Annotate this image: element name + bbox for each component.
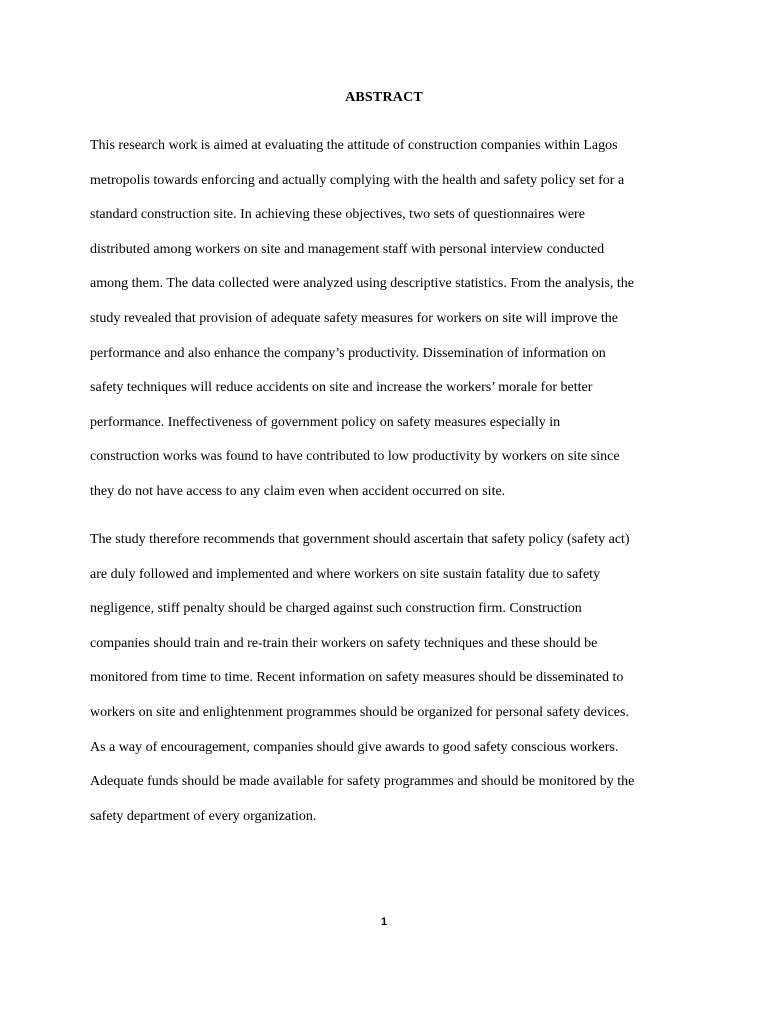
text-line: safety department of every organization. <box>90 808 317 824</box>
abstract-paragraph-1 <box>90 137 690 518</box>
text-line: performance. Ineffectiveness of government policy on safety measures especially in <box>90 414 561 430</box>
page-number: 1 <box>380 916 388 928</box>
text-line: study revealed that provision of adequate safety measures for workers on site will improve the <box>90 310 618 326</box>
text-line: performance and also enhance the company’s productivity. Dissemination of information on <box>90 345 606 361</box>
text-line: This research work is aimed at evaluating the attitude of construction companies within Lagos <box>90 138 618 153</box>
text-line: workers on site and enlightenment programmes should be organized for personal safety devices. <box>90 704 629 720</box>
text-line: negligence, stiff penalty should be charged against such construction firm. Construction <box>90 601 582 617</box>
text-line: distributed among workers on site and management staff with personal interview conducted <box>90 241 605 257</box>
text-line: they do not have access to any claim even when accident occurred on site. <box>90 483 506 499</box>
text-line: monitored from time to time. Recent information on safety measures should be disseminated to <box>90 670 624 686</box>
text-line: safety techniques will reduce accidents on site and increase the workers’ morale for better <box>90 380 593 396</box>
text-line: As a way of encouragement, companies should give awards to good safety conscious workers. <box>90 739 619 755</box>
abstract-heading: ABSTRACT <box>345 90 423 105</box>
text-line: standard construction site. In achieving these objectives, two sets of questionnaires were <box>90 207 585 223</box>
text-line: Adequate funds should be made available for safety programmes and should be monitored by the <box>90 774 635 790</box>
text-line: among them. The data collected were analyzed using descriptive statistics. From the analysis, the <box>90 276 635 292</box>
text-line: companies should train and re-train their workers on safety techniques and these should be <box>90 635 598 651</box>
abstract-paragraph-2 <box>90 531 690 842</box>
text-line: The study therefore recommends that government should ascertain that safety policy (safety act) <box>90 532 630 547</box>
text-line: metropolis towards enforcing and actually complying with the health and safety policy set for a <box>90 172 625 188</box>
text-line: construction works was found to have contributed to low productivity by workers on site since <box>90 449 620 465</box>
text-line: are duly followed and implemented and where workers on site sustain fatality due to safety <box>90 566 601 582</box>
